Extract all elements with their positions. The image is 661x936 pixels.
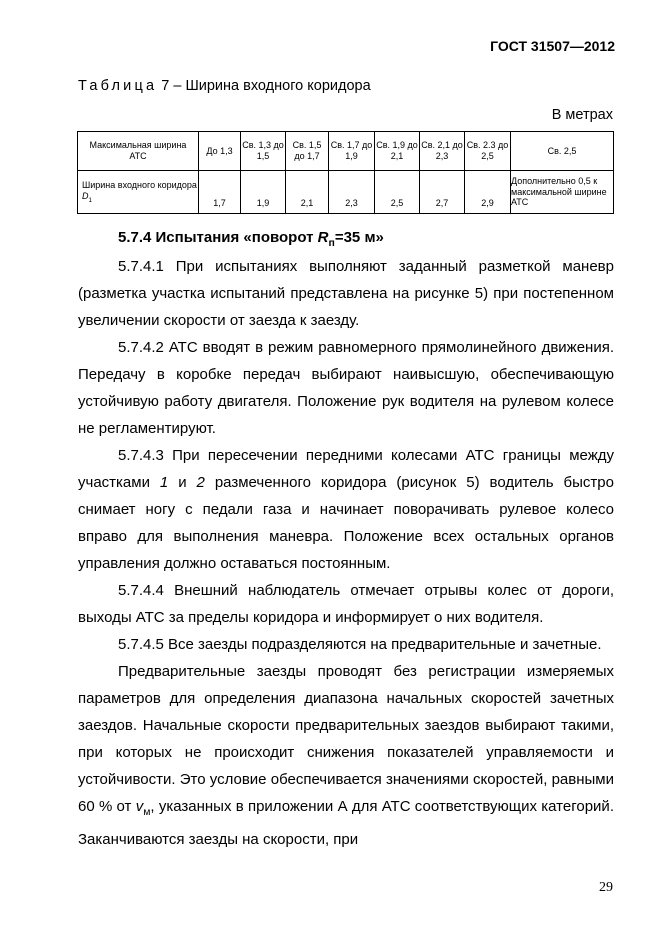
table-cell: Св. 1,5 до 1,7 [286, 132, 329, 171]
section-title-post: =35 м» [334, 229, 384, 246]
table-row-corridor-width [78, 171, 614, 214]
table-cell: 2,7 [420, 171, 465, 214]
section-title-var: R [317, 229, 329, 246]
corridor-width-table [77, 131, 614, 214]
table-cell: 2,1 [286, 171, 329, 214]
section-heading [118, 229, 384, 249]
paragraph-text: 5.7.4.3 При пересечении передними колесами АТС границы между участками [78, 447, 614, 491]
paragraph-italic: 1 [159, 474, 169, 491]
table-cell: 2,9 [465, 171, 511, 214]
table-row-label [78, 171, 199, 214]
table-units: В метрах [551, 107, 613, 123]
paragraph-text: Предварительные заезды проводят без регистрации измеряемых параметров для определения диапазона начальных скоростей зачетных заездов. Начальные скорости предварительных заездов выбирают такими, при которых не происходит снижения показателей управляемости и устойчивости. Это условие обеспечивается значениями скоростей, равными 60 % от [78, 663, 614, 815]
paragraph-sub: м [143, 806, 151, 818]
table-caption [78, 78, 371, 94]
paragraph-text: размеченного коридора (рисунок 5) водитель быстро снимает ногу с педали газа и начинает поворачивать рулевое колесо вправо для выполнения маневра. Положение всех остальных органов управления должно оставаться постоянным. [78, 474, 614, 572]
table-cell: Св. 2,1 до 2,3 [420, 132, 465, 171]
paragraph-text: и [168, 474, 197, 491]
paragraph: 5.7.4.5 Все заезды подразделяются на предварительные и зачетные. [118, 636, 602, 653]
section-title-pre: 5.7.4 Испытания «поворот [118, 229, 318, 246]
table-caption-prefix: Таблица [78, 78, 158, 94]
document-body [78, 253, 614, 853]
table-cell: 1,9 [241, 171, 286, 214]
section-title-sub: п [328, 237, 335, 249]
table-cell: 1,7 [199, 171, 241, 214]
table-caption-text: 7 – Ширина входного коридора [157, 78, 371, 94]
paragraph [78, 442, 614, 577]
table-cell: Св. 2,5 [511, 132, 614, 171]
paragraph-text: , указанных в приложении А для АТС соответствующих категорий. Заканчиваются заезды на скорости, при [78, 798, 614, 848]
table-row-label-sub: 1 [88, 196, 93, 204]
table-cell: Св. 1,7 до 1,9 [329, 132, 375, 171]
table-row-max-width [78, 132, 614, 171]
table-cell: До 1,3 [199, 132, 241, 171]
paragraph: 5.7.4.1 При испытаниях выполняют заданный разметкой маневр (разметка участка испытаний представлена на рисунке 5) при постепенном увеличении скорости от заезда к заезду. [78, 258, 614, 329]
paragraph: 5.7.4.4 Внешний наблюдатель отмечает отрывы колес от дороги, выходы АТС за пределы коридора и информирует о них водителя. [78, 582, 614, 626]
table-cell: Св. 1,3 до 1,5 [241, 132, 286, 171]
document-header: ГОСТ 31507—2012 [490, 38, 615, 54]
paragraph-italic: v [135, 798, 144, 815]
table-row-label-text: Ширина входного коридора [82, 179, 197, 190]
paragraph: 5.7.4.2 АТС вводят в режим равномерного прямолинейного движения. Передачу в коробке передач выбирают наивысшую, обеспечивающую устойчивую работу двигателя. Положение рук водителя на рулевом колесе не регламентируют. [78, 339, 614, 437]
table-cell: Св. 1,9 до 2,1 [375, 132, 420, 171]
paragraph-italic: 2 [196, 474, 205, 491]
page-number: 29 [599, 880, 613, 895]
table-cell: 2,5 [375, 171, 420, 214]
paragraph [78, 658, 614, 853]
table-row-label: Максимальная ширина АТС [78, 132, 199, 171]
table-cell: Св. 2.3 до 2,5 [465, 132, 511, 171]
table-cell: 2,3 [329, 171, 375, 214]
table-row-label-var: D [82, 190, 89, 201]
table-cell: Дополнительно 0,5 к максимальной ширине АТС [511, 171, 614, 214]
